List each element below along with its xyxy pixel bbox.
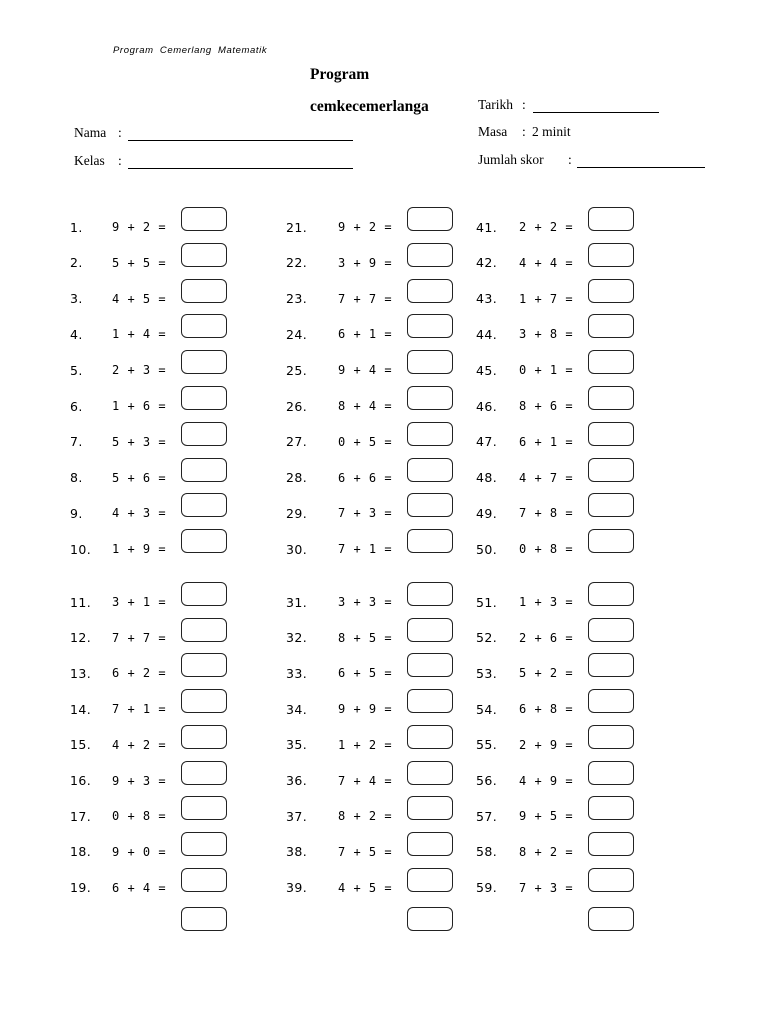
answer-box[interactable] bbox=[407, 725, 453, 749]
answer-box[interactable] bbox=[181, 832, 227, 856]
problem-row bbox=[286, 253, 456, 273]
problem-expression: 8 + 4 = bbox=[338, 399, 393, 413]
problem-row bbox=[70, 324, 240, 344]
skor-label: Jumlah skor bbox=[478, 152, 544, 167]
problem-row bbox=[286, 360, 456, 380]
answer-box[interactable] bbox=[407, 422, 453, 446]
problem-row bbox=[70, 217, 240, 237]
tarikh-input-line[interactable] bbox=[533, 98, 659, 113]
answer-box[interactable] bbox=[588, 796, 634, 820]
problem-row bbox=[286, 432, 456, 452]
problem-expression: 5 + 5 = bbox=[112, 255, 167, 270]
problem-expression: 9 + 2 = bbox=[338, 220, 393, 234]
problem-number: 53. bbox=[476, 665, 498, 681]
problem-number: 50. bbox=[476, 541, 498, 557]
problem-number: 43. bbox=[476, 291, 498, 307]
problem-expression: 2 + 3 = bbox=[112, 363, 167, 378]
masa-label: Masa bbox=[478, 124, 508, 139]
problem-row bbox=[476, 468, 646, 488]
problem-row bbox=[70, 806, 240, 826]
problem-row bbox=[70, 253, 240, 273]
answer-box[interactable] bbox=[181, 422, 227, 446]
problem-number: 23. bbox=[286, 291, 308, 307]
problem-expression: 2 + 9 = bbox=[519, 737, 574, 752]
answer-box-60[interactable] bbox=[588, 907, 634, 931]
problem-number: 4. bbox=[70, 326, 83, 342]
problem-number: 13. bbox=[70, 665, 92, 681]
problem-number: 42. bbox=[476, 255, 498, 271]
problem-number: 15. bbox=[70, 737, 92, 753]
problem-number: 28. bbox=[286, 470, 308, 486]
kelas-colon: : bbox=[118, 153, 122, 168]
problem-number: 45. bbox=[476, 362, 498, 378]
tarikh-label: Tarikh bbox=[478, 97, 514, 112]
problem-expression: 7 + 5 = bbox=[338, 844, 393, 859]
problem-row bbox=[70, 289, 240, 309]
problem-expression: 7 + 8 = bbox=[519, 506, 574, 521]
problem-row bbox=[286, 468, 456, 488]
problem-expression: 7 + 7 = bbox=[338, 291, 393, 306]
problem-row bbox=[286, 503, 456, 523]
problem-number: 44. bbox=[476, 326, 498, 342]
problem-row bbox=[70, 592, 240, 612]
problem-expression: 7 + 4 = bbox=[338, 773, 393, 788]
page-subtitle: cemkecemerlanga bbox=[310, 98, 429, 115]
problem-row bbox=[476, 503, 646, 523]
problem-expression: 2 + 6 = bbox=[519, 630, 574, 645]
problem-expression: 6 + 6 = bbox=[338, 470, 393, 485]
problem-row bbox=[286, 628, 456, 648]
problem-number: 38. bbox=[286, 844, 308, 860]
answer-box[interactable] bbox=[181, 493, 227, 517]
masa-colon: : bbox=[522, 124, 526, 139]
problem-number: 10. bbox=[70, 541, 92, 557]
answer-box[interactable] bbox=[181, 458, 227, 482]
problem-expression: 5 + 2 = bbox=[519, 666, 574, 681]
problem-expression: 6 + 8 = bbox=[519, 702, 574, 717]
nama-colon: : bbox=[118, 125, 122, 140]
problem-expression: 8 + 6 = bbox=[519, 399, 574, 413]
answer-box[interactable] bbox=[588, 653, 634, 677]
problem-row bbox=[476, 289, 646, 309]
problem-row bbox=[70, 503, 240, 523]
problem-number: 37. bbox=[286, 808, 308, 824]
problem-number: 48. bbox=[476, 470, 498, 486]
answer-box[interactable] bbox=[588, 689, 634, 713]
problem-expression: 7 + 3 = bbox=[519, 880, 574, 895]
problem-row bbox=[286, 592, 456, 612]
problem-number: 19. bbox=[70, 880, 92, 896]
problem-row bbox=[476, 699, 646, 719]
nama-field bbox=[74, 125, 353, 141]
problem-number: 26. bbox=[286, 398, 308, 414]
problem-row bbox=[70, 663, 240, 683]
masa-field bbox=[478, 124, 571, 140]
answer-box[interactable] bbox=[588, 761, 634, 785]
problem-row bbox=[70, 735, 240, 755]
problem-number: 51. bbox=[476, 594, 498, 610]
problem-expression: 9 + 0 = bbox=[112, 844, 167, 859]
problem-number: 27. bbox=[286, 434, 308, 450]
problem-expression: 4 + 5 = bbox=[112, 291, 167, 306]
problem-number: 58. bbox=[476, 844, 498, 860]
answer-box[interactable] bbox=[407, 458, 453, 482]
problem-expression: 8 + 2 = bbox=[519, 844, 574, 859]
problem-row bbox=[70, 539, 240, 559]
problem-row bbox=[286, 663, 456, 683]
problem-expression: 3 + 1 = bbox=[112, 595, 167, 609]
problem-row bbox=[476, 663, 646, 683]
problem-expression: 0 + 1 = bbox=[519, 363, 574, 378]
problem-row bbox=[476, 324, 646, 344]
problem-expression: 1 + 2 = bbox=[338, 737, 393, 752]
problem-number: 17. bbox=[70, 808, 92, 824]
answer-box[interactable] bbox=[181, 653, 227, 677]
problem-expression: 9 + 9 = bbox=[338, 702, 393, 717]
answer-box[interactable] bbox=[407, 582, 453, 606]
problem-number: 2. bbox=[70, 255, 83, 271]
problem-number: 9. bbox=[70, 505, 83, 521]
problem-row bbox=[70, 628, 240, 648]
problem-number: 5. bbox=[70, 362, 83, 378]
problem-number: 8. bbox=[70, 470, 83, 486]
problem-row bbox=[286, 396, 456, 416]
skor-input-line[interactable] bbox=[577, 153, 705, 168]
problem-row bbox=[476, 432, 646, 452]
problem-number: 36. bbox=[286, 773, 308, 788]
problem-expression: 1 + 7 = bbox=[519, 291, 574, 306]
problem-number: 11. bbox=[70, 594, 92, 610]
masa-value: 2 minit bbox=[532, 124, 571, 139]
problem-number: 41. bbox=[476, 219, 498, 235]
problem-row bbox=[286, 539, 456, 559]
skor-colon: : bbox=[568, 152, 572, 167]
kelas-input-line[interactable] bbox=[128, 154, 353, 169]
problem-expression: 1 + 4 = bbox=[112, 327, 167, 342]
problem-expression: 8 + 5 = bbox=[338, 630, 393, 645]
problem-expression: 9 + 2 = bbox=[112, 220, 167, 234]
problem-expression: 3 + 3 = bbox=[338, 595, 393, 609]
tarikh-field bbox=[478, 97, 659, 113]
answer-box[interactable] bbox=[407, 314, 453, 338]
answer-box[interactable] bbox=[407, 653, 453, 677]
problem-row bbox=[286, 842, 456, 862]
problem-expression: 3 + 9 = bbox=[338, 255, 393, 270]
problem-number: 34. bbox=[286, 701, 308, 717]
answer-box[interactable] bbox=[588, 207, 634, 231]
problem-row bbox=[70, 842, 240, 862]
answer-box[interactable] bbox=[588, 725, 634, 749]
answer-box[interactable] bbox=[407, 761, 453, 785]
problem-expression: 1 + 3 = bbox=[519, 595, 574, 609]
problem-number: 39. bbox=[286, 880, 308, 896]
problem-number: 31. bbox=[286, 594, 308, 610]
answer-box[interactable] bbox=[588, 868, 634, 892]
problem-number: 56. bbox=[476, 773, 498, 788]
problem-expression: 0 + 8 = bbox=[519, 542, 574, 557]
problem-expression: 4 + 5 = bbox=[338, 880, 393, 895]
problem-number: 57. bbox=[476, 808, 498, 824]
problem-number: 22. bbox=[286, 255, 308, 271]
answer-box[interactable] bbox=[181, 618, 227, 642]
problem-expression: 7 + 3 = bbox=[338, 506, 393, 521]
problem-expression: 5 + 6 = bbox=[112, 470, 167, 485]
problem-expression: 4 + 9 = bbox=[519, 773, 574, 788]
answer-box[interactable] bbox=[588, 386, 634, 410]
problem-number: 7. bbox=[70, 434, 83, 450]
answer-box[interactable] bbox=[588, 422, 634, 446]
problem-row bbox=[286, 771, 456, 791]
answer-box[interactable] bbox=[181, 207, 227, 231]
answer-box[interactable] bbox=[588, 350, 634, 374]
answer-box[interactable] bbox=[181, 314, 227, 338]
problem-row bbox=[70, 360, 240, 380]
problem-number: 55. bbox=[476, 737, 498, 753]
kelas-label: Kelas bbox=[74, 153, 105, 168]
answer-box[interactable] bbox=[181, 868, 227, 892]
problem-row bbox=[70, 396, 240, 416]
answer-box[interactable] bbox=[407, 868, 453, 892]
problem-number: 54. bbox=[476, 701, 498, 717]
problem-expression: 9 + 5 = bbox=[519, 809, 574, 824]
nama-label: Nama bbox=[74, 125, 107, 140]
problem-row bbox=[70, 878, 240, 898]
problem-expression: 1 + 6 = bbox=[112, 399, 167, 413]
problem-row bbox=[476, 842, 646, 862]
problem-number: 3. bbox=[70, 291, 83, 307]
answer-box[interactable] bbox=[407, 796, 453, 820]
problem-row bbox=[476, 771, 646, 791]
skor-field bbox=[478, 152, 705, 168]
problem-row bbox=[476, 735, 646, 755]
problem-number: 33. bbox=[286, 665, 308, 681]
problem-number: 18. bbox=[70, 844, 92, 860]
answer-box[interactable] bbox=[181, 761, 227, 785]
problem-expression: 4 + 2 = bbox=[112, 737, 167, 752]
problem-number: 12. bbox=[70, 630, 92, 646]
answer-box[interactable] bbox=[588, 243, 634, 267]
problem-number: 49. bbox=[476, 505, 498, 521]
page-title: Program bbox=[310, 66, 370, 83]
problem-expression: 9 + 4 = bbox=[338, 363, 393, 378]
answer-box[interactable] bbox=[407, 279, 453, 303]
problem-row bbox=[286, 878, 456, 898]
problem-number: 59. bbox=[476, 880, 498, 896]
tarikh-colon: : bbox=[522, 97, 526, 112]
answer-box[interactable] bbox=[407, 207, 453, 231]
answer-box[interactable] bbox=[588, 618, 634, 642]
problem-number: 25. bbox=[286, 362, 308, 378]
problem-expression: 3 + 8 = bbox=[519, 327, 574, 342]
problem-row bbox=[476, 806, 646, 826]
problem-expression: 7 + 7 = bbox=[112, 630, 167, 645]
problem-expression: 6 + 1 = bbox=[338, 327, 393, 342]
answer-box[interactable] bbox=[181, 386, 227, 410]
program-header: Program Cemerlang Matematik bbox=[113, 45, 268, 56]
problem-row bbox=[286, 217, 456, 237]
problem-number: 16. bbox=[70, 773, 92, 788]
problem-number: 14. bbox=[70, 701, 92, 717]
answer-box[interactable] bbox=[181, 582, 227, 606]
answer-box[interactable] bbox=[407, 689, 453, 713]
problem-expression: 7 + 1 = bbox=[112, 702, 167, 717]
problem-expression: 4 + 4 = bbox=[519, 255, 574, 270]
answer-box-40[interactable] bbox=[407, 907, 453, 931]
problem-row bbox=[286, 806, 456, 826]
answer-box[interactable] bbox=[181, 243, 227, 267]
problem-expression: 6 + 1 = bbox=[519, 434, 574, 449]
answer-box[interactable] bbox=[181, 529, 227, 553]
problem-row bbox=[476, 539, 646, 559]
problem-number: 24. bbox=[286, 326, 308, 342]
answer-box-20[interactable] bbox=[181, 907, 227, 931]
answer-box[interactable] bbox=[588, 314, 634, 338]
problem-number: 21. bbox=[286, 219, 308, 235]
problem-number: 29. bbox=[286, 505, 308, 521]
answer-box[interactable] bbox=[588, 582, 634, 606]
answer-box[interactable] bbox=[588, 832, 634, 856]
problem-row bbox=[70, 468, 240, 488]
problem-row bbox=[476, 396, 646, 416]
answer-box[interactable] bbox=[407, 529, 453, 553]
problem-number: 35. bbox=[286, 737, 308, 753]
answer-box[interactable] bbox=[407, 832, 453, 856]
problem-row bbox=[70, 771, 240, 791]
problem-expression: 0 + 8 = bbox=[112, 809, 167, 824]
answer-box[interactable] bbox=[181, 279, 227, 303]
problem-expression: 6 + 2 = bbox=[112, 666, 167, 681]
problem-expression: 5 + 3 = bbox=[112, 434, 167, 449]
problem-expression: 1 + 9 = bbox=[112, 542, 167, 557]
problem-number: 1. bbox=[70, 219, 83, 235]
problem-row bbox=[476, 360, 646, 380]
problem-row bbox=[476, 878, 646, 898]
answer-box[interactable] bbox=[588, 458, 634, 482]
answer-box[interactable] bbox=[407, 243, 453, 267]
problem-expression: 2 + 2 = bbox=[519, 220, 574, 234]
answer-box[interactable] bbox=[407, 618, 453, 642]
answer-box[interactable] bbox=[181, 796, 227, 820]
answer-box[interactable] bbox=[588, 529, 634, 553]
problem-expression: 0 + 5 = bbox=[338, 434, 393, 449]
answer-box[interactable] bbox=[588, 493, 634, 517]
problem-row bbox=[476, 592, 646, 612]
problem-number: 52. bbox=[476, 630, 498, 646]
answer-box[interactable] bbox=[181, 350, 227, 374]
problem-expression: 6 + 5 = bbox=[338, 666, 393, 681]
problem-row bbox=[70, 699, 240, 719]
nama-input-line[interactable] bbox=[128, 126, 353, 141]
problem-expression: 6 + 4 = bbox=[112, 880, 167, 895]
problem-row bbox=[286, 699, 456, 719]
problem-expression: 4 + 3 = bbox=[112, 506, 167, 521]
problem-expression: 9 + 3 = bbox=[112, 773, 167, 788]
problem-number: 46. bbox=[476, 398, 498, 414]
problem-expression: 7 + 1 = bbox=[338, 542, 393, 557]
problem-expression: 8 + 2 = bbox=[338, 809, 393, 824]
problem-row bbox=[476, 217, 646, 237]
problem-row bbox=[70, 432, 240, 452]
answer-box[interactable] bbox=[181, 689, 227, 713]
problem-row bbox=[286, 324, 456, 344]
problem-number: 32. bbox=[286, 630, 308, 646]
problem-number: 47. bbox=[476, 434, 498, 450]
problem-row bbox=[476, 628, 646, 648]
problem-row bbox=[286, 735, 456, 755]
answer-box[interactable] bbox=[588, 279, 634, 303]
kelas-field bbox=[74, 153, 353, 169]
problem-row bbox=[476, 253, 646, 273]
problem-row bbox=[286, 289, 456, 309]
answer-box[interactable] bbox=[407, 386, 453, 410]
problem-number: 30. bbox=[286, 541, 308, 557]
answer-box[interactable] bbox=[181, 725, 227, 749]
answer-box[interactable] bbox=[407, 493, 453, 517]
problem-expression: 4 + 7 = bbox=[519, 470, 574, 485]
problem-number: 6. bbox=[70, 398, 83, 414]
answer-box[interactable] bbox=[407, 350, 453, 374]
